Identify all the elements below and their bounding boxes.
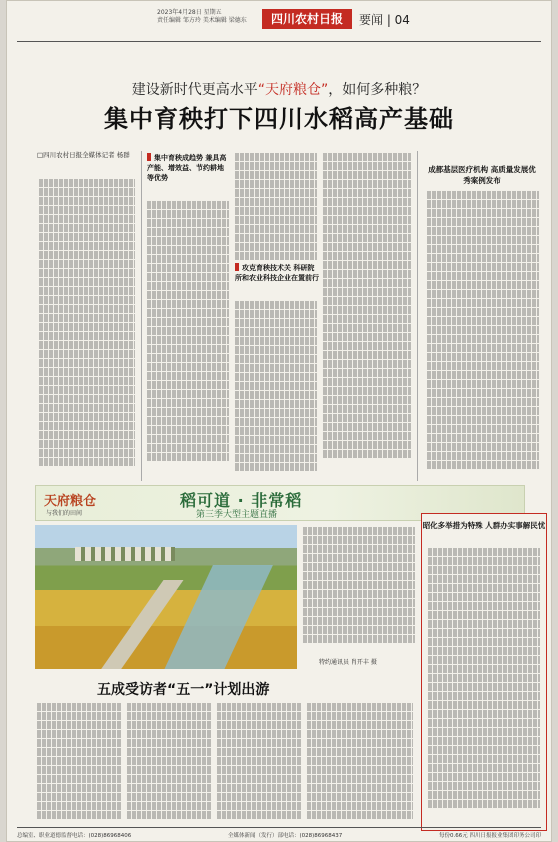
- main-headline: 集中育秧打下四川水稻高产基础: [104, 105, 454, 133]
- newspaper-page: [6, 0, 552, 842]
- feature-body: [428, 548, 540, 826]
- page-header: [7, 1, 551, 47]
- footer-right: 每份0.66元 四川日报报业集团印务公司印: [439, 833, 541, 839]
- body-column: [235, 153, 317, 263]
- body-column: [39, 179, 135, 479]
- banner-slogan-sub: 第三季大型主题直播: [196, 510, 278, 520]
- rice-field-photo: [35, 525, 297, 669]
- sidebar-title: 成都基层医疗机构 高质量发展优秀案例发布: [428, 165, 536, 185]
- footer-left: 总编室、职业道德监督电话：(028)86968406: [17, 833, 132, 839]
- body-column: [323, 153, 411, 481]
- sub-headline-text: ，如何多种粮？: [328, 82, 427, 98]
- banner-brand: 天府粮仓: [44, 494, 97, 509]
- column-divider: [141, 151, 142, 481]
- body-column: [37, 703, 121, 823]
- photo-caption: [303, 527, 415, 653]
- sub-headline: [7, 79, 551, 99]
- photo-village: [75, 547, 175, 561]
- sub-headline-text: 建设新时代更高水平: [131, 82, 258, 98]
- body-column: [127, 703, 211, 823]
- header-date: 2023年4月28日 星期五: [157, 9, 222, 16]
- banner-slogan: 稻可道 · 非常稻: [180, 491, 303, 510]
- feature-article-box: [421, 513, 547, 831]
- body-column: [217, 703, 301, 823]
- subhead-2: 攻克育秧技术关 科研院所和农业科技企业在置前行: [235, 264, 319, 282]
- body-column: [147, 201, 229, 481]
- body-column: [307, 703, 413, 823]
- header-rule: [17, 41, 541, 42]
- photo-credit: 特约通讯员 肖开丰 摄: [319, 659, 377, 666]
- banner-brand-sub: 与我们的田间: [46, 510, 83, 517]
- sub-headline-highlight: “天府粮仓”: [257, 82, 329, 98]
- header-editor: 责任编辑 邹方玲: [157, 17, 201, 24]
- page-footer: [17, 827, 541, 839]
- bottom-headline: 五成受访者“五一”计划出游: [97, 682, 270, 698]
- byline: □四川农村日报全媒体记者 杨群: [37, 151, 130, 159]
- header-editor: 美术编辑 梁德东: [202, 17, 247, 24]
- footer-mid: 全媒体新闻（发行）部电话：(028)86968437: [228, 833, 343, 839]
- subhead-1: 集中育秧成趋势 兼具高产能、增效益、节约耕地等优势: [147, 154, 227, 182]
- photo-road: [86, 580, 183, 669]
- sidebar-body: [427, 191, 539, 481]
- masthead-logo: 四川农村日报: [262, 9, 352, 29]
- section-label: 要闻 | 04: [359, 13, 410, 27]
- body-column: [235, 301, 317, 481]
- column-divider: [417, 151, 418, 481]
- feature-title: 昭化多举措为特殊 人群办实事解民忧: [422, 521, 546, 530]
- header-meta: [157, 9, 247, 25]
